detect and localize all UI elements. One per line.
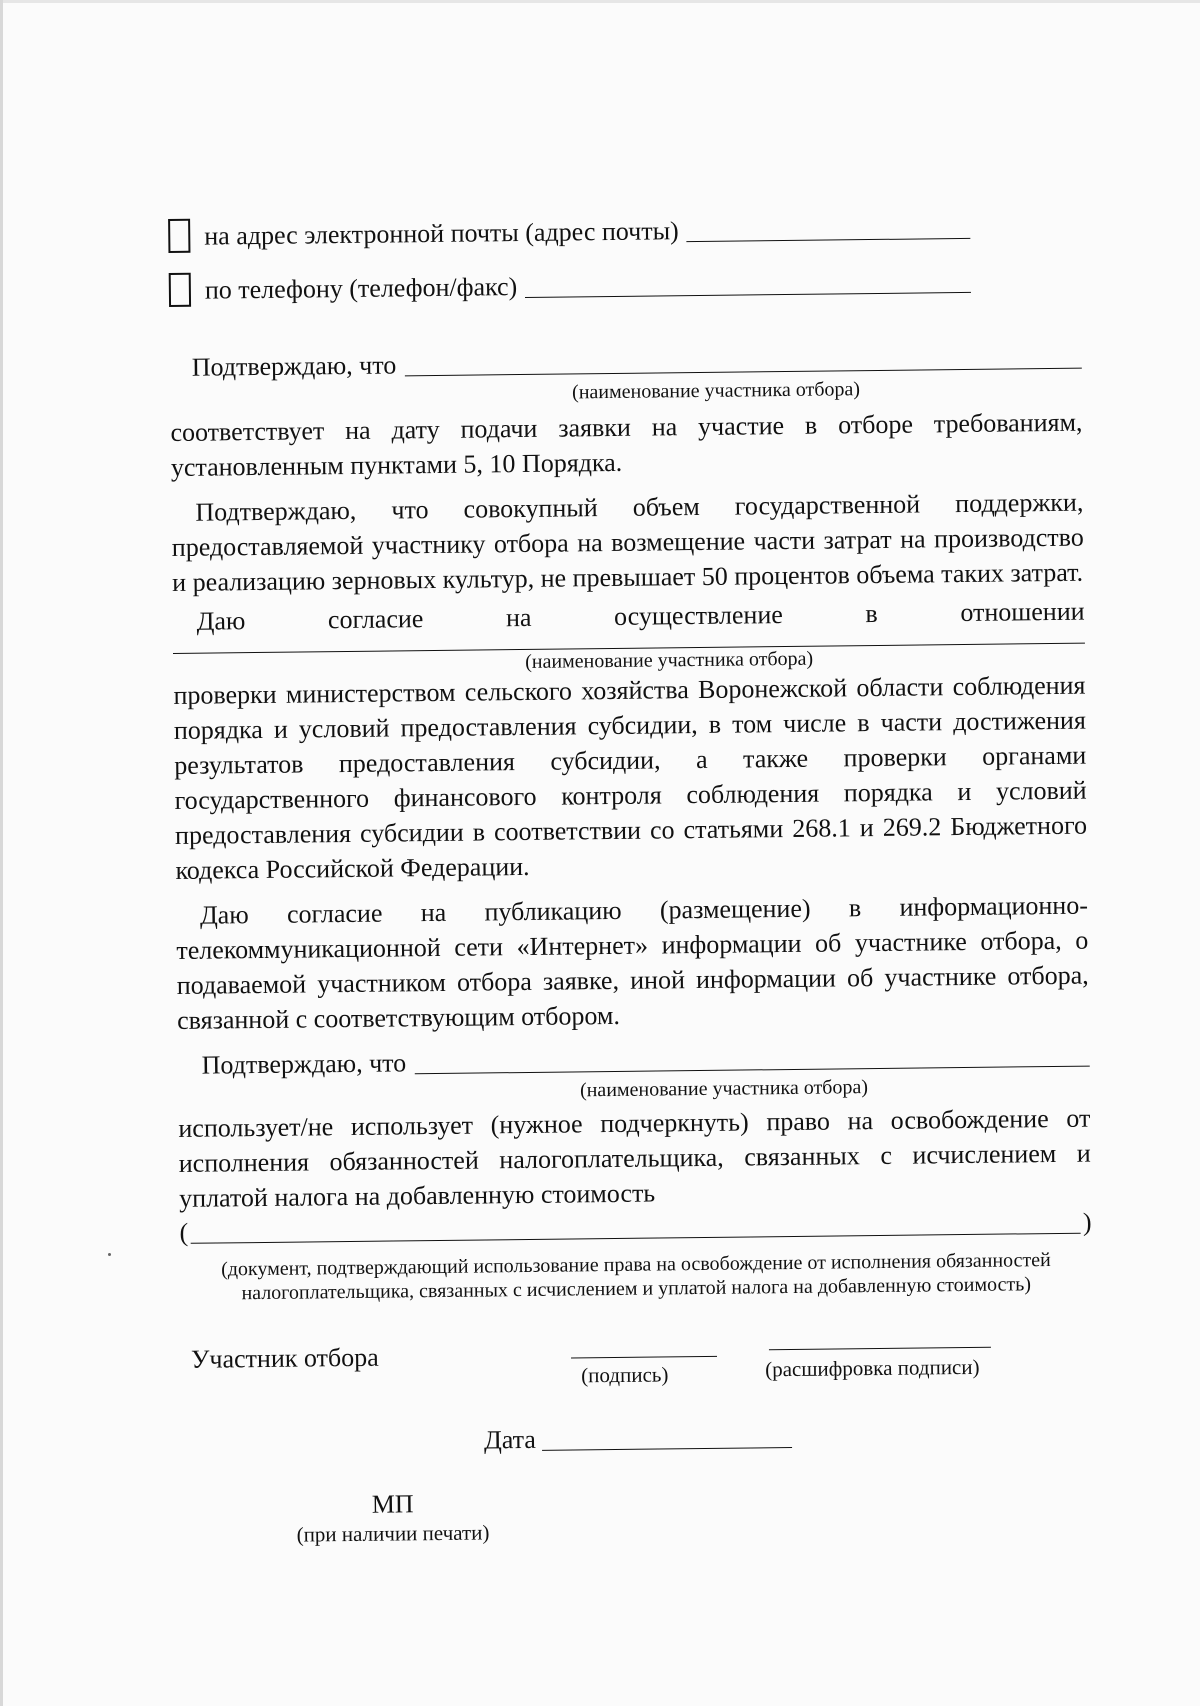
date-row (182, 1416, 1094, 1461)
doc-input-line[interactable] (190, 1233, 1081, 1244)
stamp-hint: (при наличии печати) (296, 1520, 490, 1547)
phone-checkbox[interactable] (169, 273, 191, 307)
email-option-row (168, 202, 1080, 260)
phone-input-line[interactable] (525, 269, 971, 297)
stamp-label: МП (371, 1489, 414, 1519)
consent2-text: Даю согласие на публикацию (размещение) в информационно-телекоммуникационной сети «Интернет» информации об участнике отбора, о подаваемой участником отбора заявке, иной информации об участнике отбора, связанной с соответствующим отбором. (176, 890, 1089, 1035)
paren-open: ( (179, 1217, 189, 1247)
document-content (168, 202, 1095, 1548)
phone-option-label: по телефону (телефон/факс) (204, 271, 518, 305)
phone-option-row (169, 256, 1081, 314)
signature-label: Участник отбора (190, 1342, 379, 1374)
scan-speck (108, 1253, 111, 1256)
stamp-block (282, 1485, 503, 1546)
consent1-text: проверки министерством сельского хозяйства Воронежской области соблюдения порядка и условий предоставления субсидии, в том числе в части достижения результатов предоставления субсидии, а также проверки органами государственного финансового контроля соблюдения порядка и условий предоставления субсидии в соответствии со статьями 268.1 и 269.2 Бюджетного кодекса Российской Федерации. (173, 670, 1088, 885)
consent1-prefix: Даю согласие на осуществление в отношении (196, 596, 1085, 636)
confirm1-text: соответствует на дату подачи заявки на участие в отборе требованиям, установленным пунктами 5, 10 Порядка. (170, 407, 1083, 482)
email-checkbox[interactable] (168, 219, 190, 253)
email-option-label: на адрес электронной почты (адрес почты) (204, 215, 679, 251)
consent1-hint: (наименование участника отбора) (525, 647, 814, 673)
confirm3-text: использует/не использует (нужное подчеркнуть) право на освобождение от исполнения обязанностей налогоплательщика, связанных с исчислением и уплатой налога на добавленную стоимость (178, 1103, 1091, 1213)
confirm1-prefix: Подтверждаю, что (191, 350, 397, 382)
confirm2-text: Подтверждаю, что совокупный объем государственной поддержки, предоставляемой участнику отбора на возмещение части затрат на производство и реализацию зерновых культур, не превышает 50 процентов объема таких затрат. (171, 487, 1084, 597)
paren-close: ) (1082, 1207, 1092, 1237)
signature-row (181, 1326, 1094, 1406)
decode-hint: (расшифровка подписи) (765, 1354, 980, 1382)
signature-hint: (подпись) (581, 1362, 669, 1388)
decode-line[interactable] (769, 1347, 991, 1351)
date-label: Дата (483, 1424, 537, 1455)
confirm3-hint: (наименование участника отбора) (579, 1076, 869, 1102)
email-input-line[interactable] (687, 215, 971, 241)
confirm3-doc-hint: (документ, подтверждающий использование права на освобождение от исполнения обязанностей налогоплательщика, связанных с исчислением и уплатой налога на добавленную стоимость) (220, 1249, 1051, 1305)
date-input-line[interactable] (542, 1447, 792, 1451)
confirm1-hint: (наименование участника отбора) (571, 378, 861, 404)
confirm3-prefix: Подтверждаю, что (201, 1048, 407, 1080)
signature-line[interactable] (571, 1356, 717, 1359)
